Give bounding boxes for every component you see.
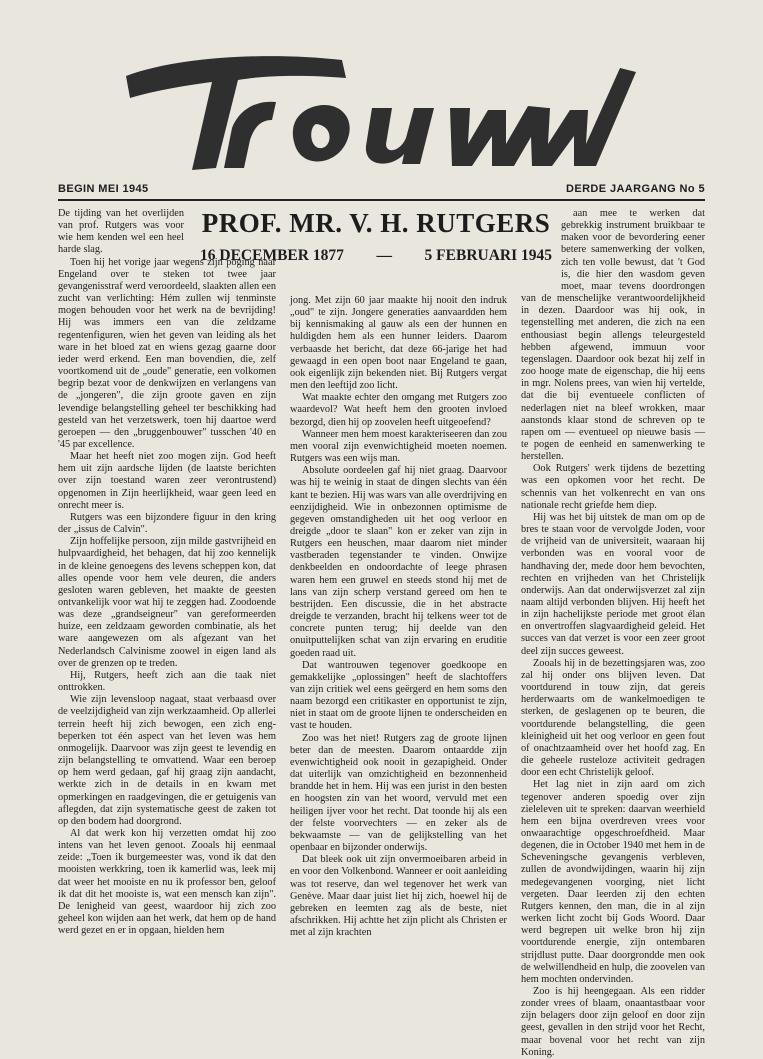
issue-number-label: DERDE JAARGANG No 5 [565,183,705,195]
paragraph: aan mee te werken dat gebrekkig instrument bruikbaar te maken voor de bevordering eener betere samenwerking der volken, zich ten volle bewust, dat 't God is, die hier den wasdom geven moet, maar tevens doordrongen van de menschelijke verantwoordelijkheid in dezen. Daardoor was hij ook, in tegenstelling met anderen, die zich na een enthousiast begin allengs teleurgesteld hebben afgewend, immuun voor tegenslagen. Daardoor ook bezat hij zelf in zoo hooge mate de eigenschap, die hij eens in mgr. Nolens prees, van wien hij vertelde, dat die bij eventueele conflicten of nederlagen niet na bleef wrokken, maar aanstonds klaar stond de schreven op te rapen om — eventueel op nieuwe basis — te pogen de eenheid en samenwerking te herstellen. [521,208,705,463]
issue-start-label: BEGIN MEI 1945 [58,183,149,195]
paragraph: Rutgers was een bijzondere figuur in den kring der „issus de Calvin". [58,511,276,536]
article-column-3 [521,208,705,1059]
article-column-2 [290,295,507,939]
paragraph: Zooals hij in de bezettingsjaren was, zoo zal hij onder ons blijven leven. Dat voortdurend in touw zijn, dat gereis herderwaarts om de wankelmoedigen te sterken, de geslagenen op te beuren, die voortdurende belangstelling, die geen kleinigheid uit het oog verloor en geen fout of onachtzaamheid over het hoofd zag. En die geheele rusteloze activiteit gedragen door een echt Christelijk geloof. [521,657,705,779]
trouw-logo [120,28,640,178]
paragraph: De tijding van het overlijden van prof. Rutgers was voor wie hem kenden wel een heel harde slag. [58,208,184,256]
masthead-logo [120,28,640,178]
paragraph: jong. Met zijn 60 jaar maakte hij nooit den indruk „oud" te zijn. Jongere generaties aanvaardden hem bij kennismaking al gauw als een der hunnen en huldigden hem als een hunner leiders. Daarom verbaasde het bericht, dat deze 66-jarige het had gewaagd in een open boot naar Engeland te gaan, ook eigenlijk zijn bekenden niet. Bij Rutgers vergat men den leeftijd zoo licht. [290,295,507,392]
headline-title: PROF. MR. V. H. RUTGERS [201,208,551,238]
paragraph: Zoo was het niet! Rutgers zag de groote lijnen beter dan de meesten. Daarom ontaardde zijn evenwichtigheid ook nooit in gezapigheid. Onder dat uiterlijk van omzichtigheid en bezonnenheid brandde het in hem. Hij was een jurist in den besten en hoogsten zin van het woord, vervuld met een heiligen ijver voor het recht. Dat toonde hij als een der felste voorvechters — en zeker als de bekwaamste — van de gelijkstelling van het openbaar en bijzonder onderwijs. [290,732,507,854]
paragraph: Hij, Rutgers, heeft zich aan die taak niet onttrokken. [58,669,276,694]
header-rule [58,199,705,201]
paragraph: Dat bleek ook uit zijn onvermoeibaren arbeid in en voor den Volkenbond. Wanneer er ooit aanleiding was tot reserve, dan wel tegenover het werk van Genève. Maar daar juist liet hij zich, hoewel hij de gebreken en leemten zag als de beste, niet afschrikken. Hij achtte het zijn plicht als Christen er met al zijn krachten [290,854,507,939]
paragraph: Al dat werk kon hij verzetten omdat hij zoo intens van het leven genoot. Zooals hij eenmaal zeide: „Toen ik burgemeester was, vond ik dat den mooisten werkkring, toen ik kamerlid was, leek mij dat weer het mooiste en nu ik professor ben, geloof ik dat dit het mooiste is, wat een mensch kan zijn". De lenigheid van geest, waardoor hij zich zoo geheel kon wijden aan het werk, dat hem op de hand werd gezet en er in opgaan, hielden hem [58,827,276,937]
paragraph: Wanneer men hem moest karakteriseeren dan zou men vooral zijn evenwichtigheid moeten noemen. Rutgers was een wijs man. [290,428,507,465]
article-column-1 [58,208,276,937]
date-birth: 16 DECEMBER 1877 [200,247,344,264]
date-death: 5 FEBRUARI 1945 [424,247,552,264]
paragraph: Het lag niet in zijn aard om zich tegenover anderen spoedig over zijn zieleleven uit te spreken: daarvan weerhield hem een bijna overdreven vrees voor onwaarachtige opgeschroefdheid. Maar degenen, die in October 1940 met hem in de Scheveningsche gevangenis verbleven, zullen de avondwijdingen, waarin hij zijn medegevangenen voorging, niet licht vergeten. Daar leerden zij den echten Rutgers kennen, den man, die in al zijn werken licht zocht bij Gods Woord. Daar werd begrepen uit welke bron hij zijn voortdurende energie, zijn ontembaren strijdlust putte. Daar doorgrondde men ook de welwillendheid en hulp, die zoovelen van hem mochten ondervinden. [521,779,705,985]
paragraph: Wie zijn levensloop nagaat, staat verbaasd over de veelzijdigheid van zijn werkzaamheid. Op allerlei terrein heeft hij zich bewogen, een zich eng-beperken tot één aspect van het leven was hem onmogelijk. Daarvoor was zijn geest te levendig en zijn belangstelling te omvattend. Waar een beroep op hem werd gedaan, gaf hij graag zijn aandacht, werkte zich in de details in en kwam met opmerkingen en raadgevingen, die er getuigenis van aflegden, dat zijn systematische geest de zaken tot op den bodem had doorgrond. [58,694,276,827]
paragraph: Ook Rutgers' werk tijdens de bezetting was een opkomen voor het recht. De schennis van het volkenrecht en van ons nationale recht griefde hem diep. [521,463,705,511]
paragraph: Wat maakte echter den omgang met Rutgers zoo waardevol? Wat heeft hem den grooten invloed bezorgd, dien hij op zoovelen heeft uitgeoefend? [290,392,507,428]
paragraph: Zijn hoffelijke persoon, zijn milde gastvrijheid en hulpvaardigheid, het behagen, dat hij zoo kennelijk in de kleine genoegens des levens scheppen kon, dat alles opende voor hem vele deuren, die anders gesloten waren gebleven, het maakte de geesten ontvankelijk voor wat hij te zeggen had. Zoodoende was deze „grandseigneur" van gereformeerden huize, een zeldzaam geworden combinatie, als het ware aangewezen om als afgezant van het Nederlandsch Calvinisme zoowel in eigen land als over de grenzen op te treden. [58,536,276,669]
paragraph: Hij was het bij uitstek de man om op de bres te staan voor de vervolgde Joden, voor de vrijheid van de universiteit, waaraan hij verbonden was en vooral voor de handhaving der, mede door hem bevochten, rechten en vrijheden van het Christelijk onderwijs. Aan dat onderwijsverzet zal zijn naam altijd verbonden blijven. Hij heeft het in zijn hachelijkste periode met groot élan en onvertroffen slagvaardigheid geleid. Het succes van dat verzet is voor een zeer groot deel zijn succes geweest. [521,511,705,657]
paragraph: Absolute oordeelen gaf hij niet graag. Daarvoor was hij te weinig in staat de dingen slechts van één kant te bezien. Hij was wars van alle overdrijving en eenzijdigheid. Wie in onbezonnen optimisme de gegeven omstandigheden uit het oog verloor en dreigde „door te slaan" kon er zeker van zijn in Rutgers een heuschen, maar daarom niet minder vastberaden tegenstander te vinden. Onwijze denkbeelden en ondoordachte of leege phrasen waren hem een gruwel en steeds stond hij met de lans van zijn scherp verstand gereed om hen te bestrijden. Een discussie, die in het abstracte dreigde te verzanden, bracht hij telkens weer tot de concrete punten terug; hij deelde van den onuitputtelijken schat van zijn ervaring en eruditie goeden raad uit. [290,465,507,659]
paragraph: Dat wantrouwen tegenover goedkoope en gemakkelijke „oplossingen" heeft de slachtoffers van zijn critiek wel eens geërgerd en hem soms den naam bezorgd een critikaster en opportunist te zijn, niet in staat om de groote lijnen te onderscheiden en vast te houden. [290,659,507,732]
paragraph: Zoo is hij heengegaan. Als een ridder zonder vrees of blaam, onaantastbaar voor zijn belagers door zijn geloof en door zijn geest, gevallen in den strijd voor het Recht, maar bovenal voor het recht van zijn Koning. [521,986,705,1058]
date-dash: — [376,247,392,264]
paragraph: Toen hij het vorige jaar wegens zijn poging naar Engeland over te steken tot twee jaar gevangenisstraf werd veroordeeld, slaakten allen een zucht van verlichting: Hém zullen wij tenminste mogen behouden voor het werk na de bevrijding! Hij was immers een van die zeldzame regentenfiguren, wien het geven van leiding als het ware in het bloed zat en wiens gezag gaarne door ieder werd erkend. Een man bovendien, die, zelf voortkomend uit de „oude" generatie, een volkomen begrip bezat voor de denkwijzen en verlangens van de „jongeren", die zijn groote gaven en zijn levendige belangstelling geheel ter beschikking had gesteld van het verzetswerk, toen hij daartoe werd geroepen — den „bruggenbouwer" tusschen '40 en '45 par excellence. [58,256,276,450]
paragraph: Maar het heeft niet zoo mogen zijn. God heeft hem uit zijn aardsche lijden (de laatste berichten over zijn toestand waren zeer verontrustend) opgenomen in Zijn heerlijkheid, waar geen leed en onrecht meer is. [58,451,276,511]
